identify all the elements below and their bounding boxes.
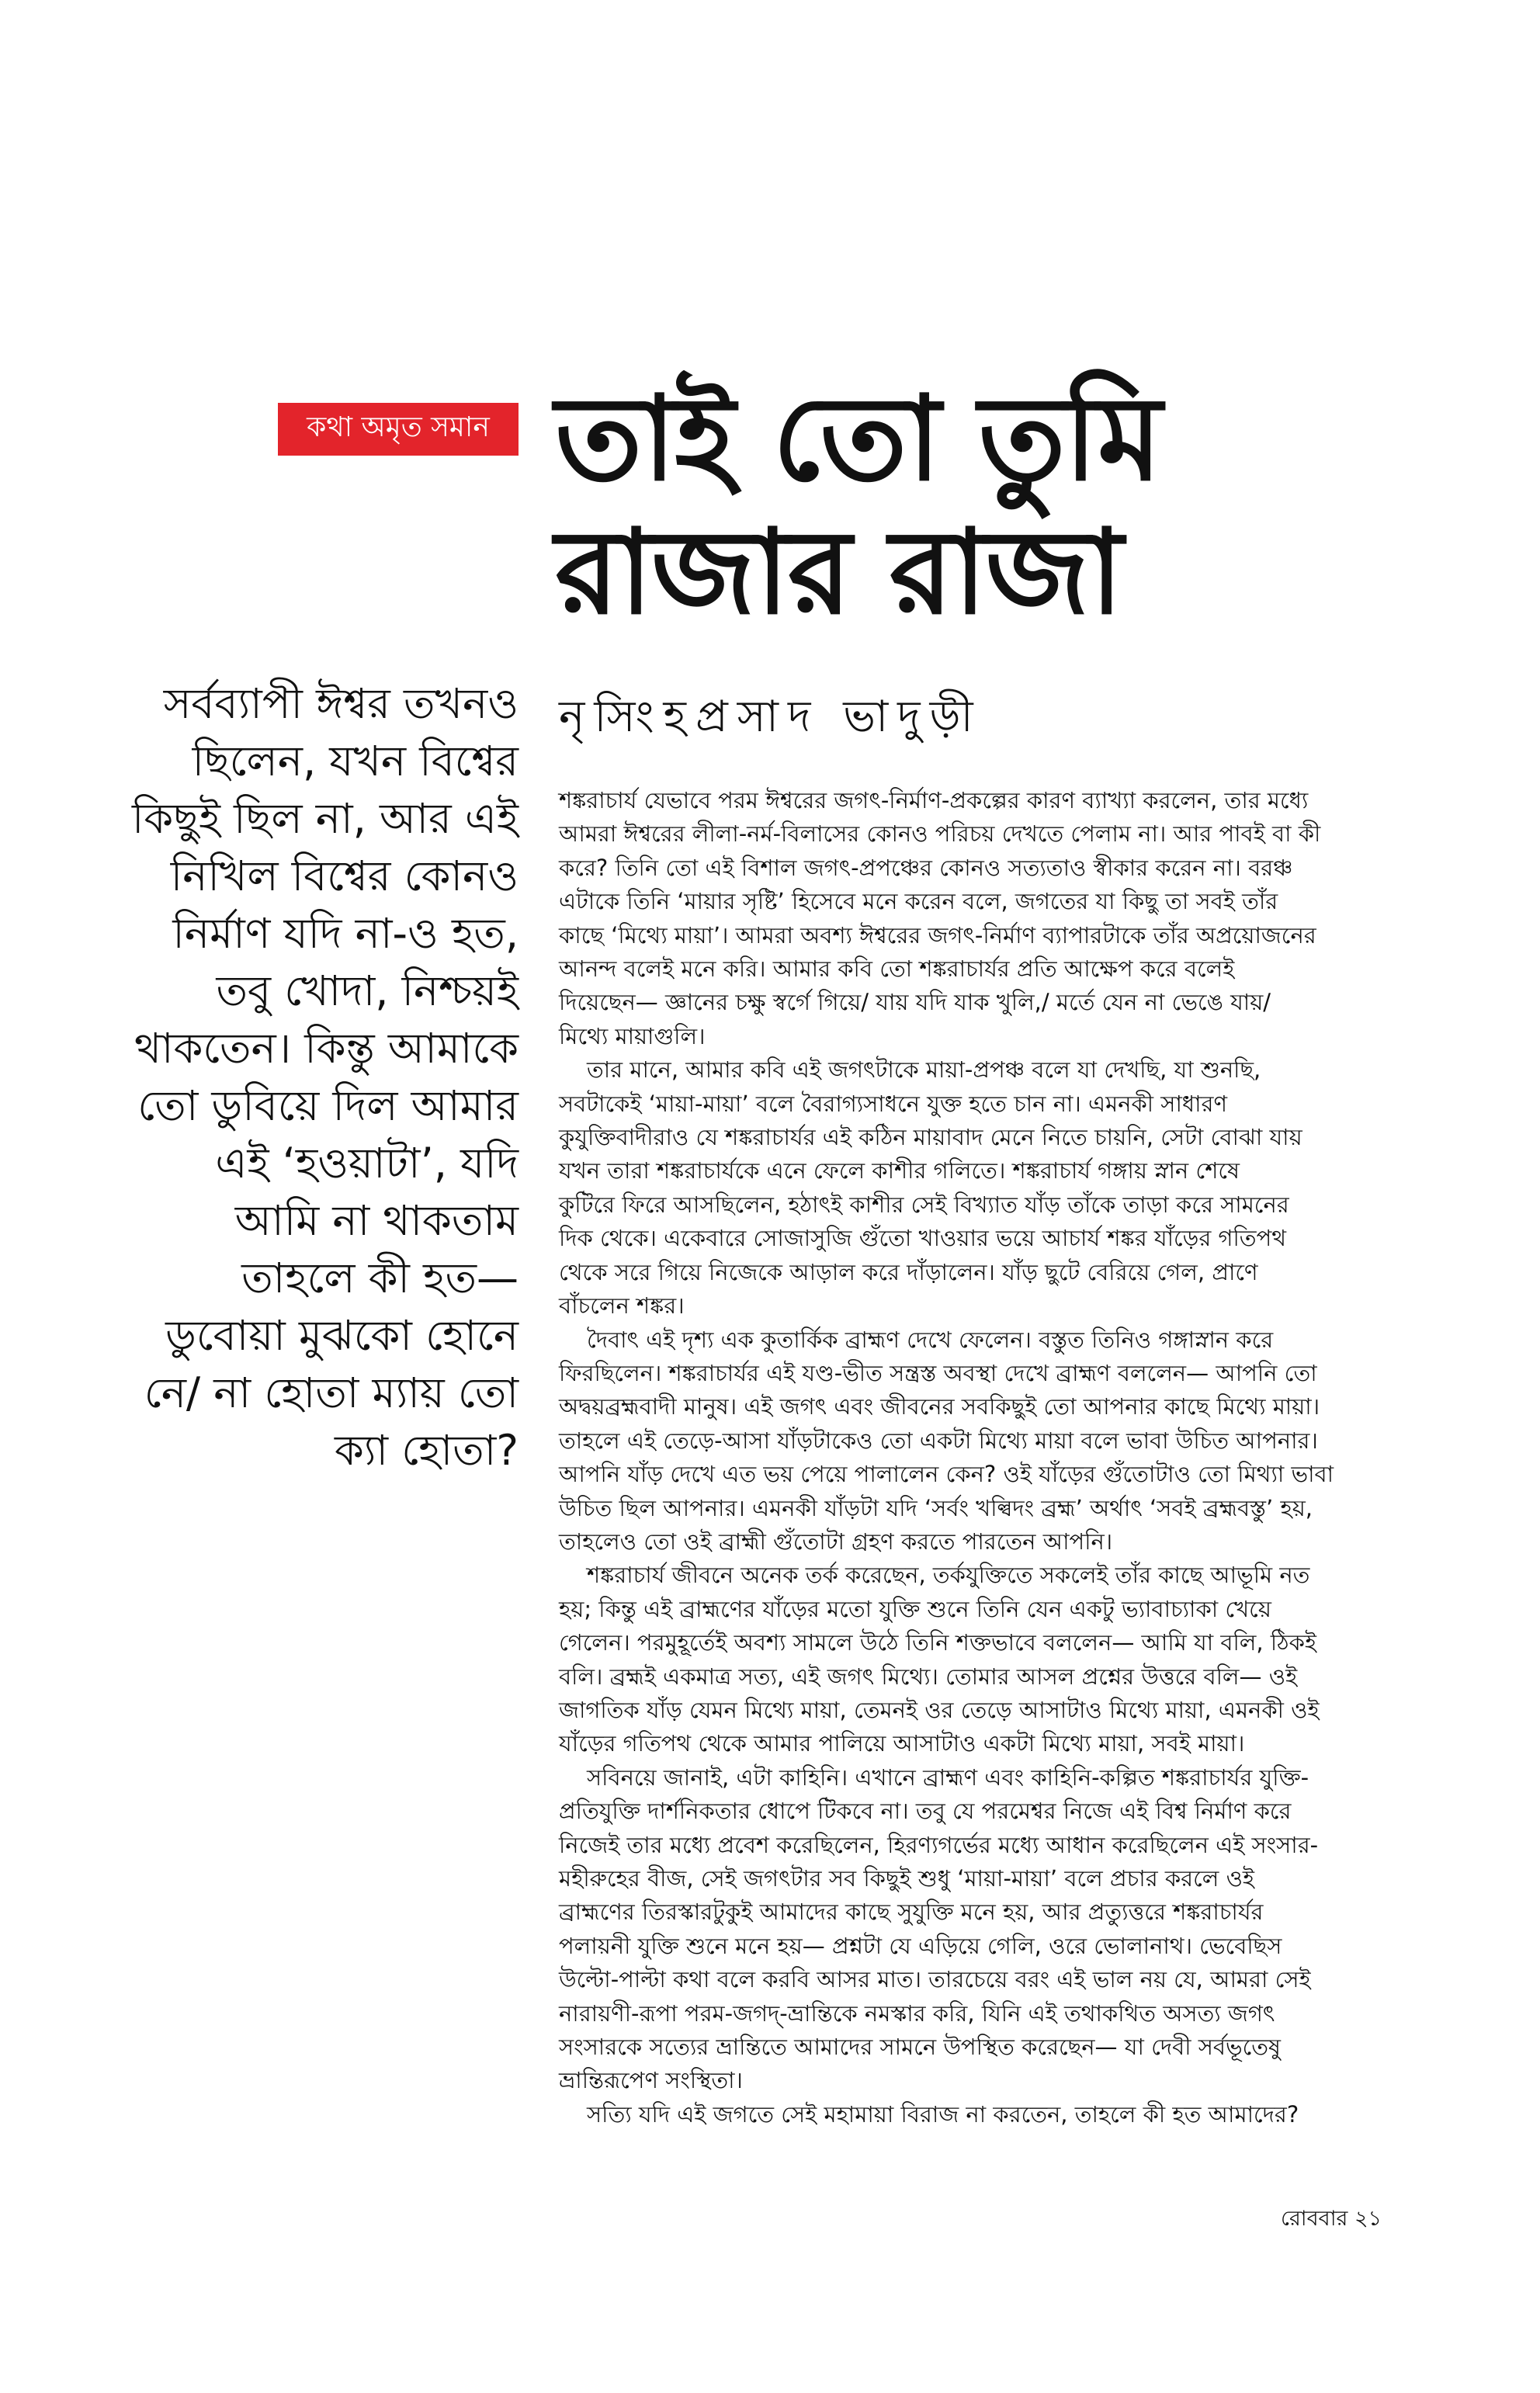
body-line: কুটিরে ফিরে আসছিলেন, হঠাৎই কাশীর সেই বিখ্যাত যাঁড় তাঁকে তাড়া করে সামনের: [559, 1191, 1289, 1218]
body-line: এটাকে তিনি ‘মায়ার সৃষ্টি’ হিসেবে মনে করেন বলে, জগতের যা কিছু তা সবই তাঁর: [559, 888, 1278, 915]
title-line-1: তাই তো তুমি: [555, 372, 1161, 507]
body-line: ভ্রান্তিরূপেণ সংস্থিতা।: [559, 2067, 743, 2094]
body-line: নিজেই তার মধ্যে প্রবেশ করেছিলেন, হিরণ্যগর্ভের মধ্যে আধান করেছিলেন এই সংসার-: [559, 1831, 1319, 1858]
body-line: করে? তিনি তো এই বিশাল জগৎ-প্রপঞ্চের কোনও সত্যতাও স্বীকার করেন না। বরঞ্চ: [559, 854, 1293, 881]
pull-quote-line: থাকতেন। কিন্তু আমাকে: [134, 1024, 519, 1073]
body-line: তাহলে এই তেড়ে-আসা যাঁড়টাকেও তো একটা মিথ্যে মায়া বলে ভাবা উচিত আপনার।: [559, 1427, 1318, 1454]
body-line: শঙ্করাচার্য যেভাবে পরম ঈশ্বরের জগৎ-নির্মাণ-প্রকল্পের কারণ ব্যাখ্যা করলেন, তার মধ্যে: [559, 787, 1309, 813]
pull-quote-line: এই ‘হওয়াটা’, যদি: [215, 1139, 519, 1188]
pull-quote-line: নে/ না হোতা ম্যায় তো: [144, 1368, 519, 1417]
body-line: আনন্দ বলেই মনে করি। আমার কবি তো শঙ্করাচার্যর প্রতি আক্ষেপ করে বলেই: [559, 955, 1235, 983]
pull-quote-line: কিছুই ছিল না, আর এই: [131, 794, 519, 843]
body-line: প্রতিযুক্তি দার্শনিকতার ধোপে টিকবে না। তবু যে পরমেশ্বর নিজে এই বিশ্ব নির্মাণ করে: [559, 1798, 1292, 1825]
body-line: ফিরছিলেন। শঙ্করাচার্যর এই যণ্ড-ভীত সন্ত্রস্ত অবস্থা দেখে ব্রাহ্মণ বললেন— আপনি তো: [559, 1359, 1317, 1386]
pull-quote-line: নির্মাণ যদি না-ও হত,: [172, 909, 519, 958]
body-line: কাছে ‘মিথ্যে মায়া’। আমরা অবশ্য ঈশ্বরের জগৎ-নির্মাণ ব্যাপারটাকে তাঁর অপ্রয়োজনের: [559, 921, 1316, 949]
body-line: বলি। ব্রহ্মই একমাত্র সত্য, এই জগৎ মিথ্যে। তোমার আসল প্রশ্নের উত্তরে বলি— ওই: [559, 1663, 1298, 1690]
paragraph: [559, 1323, 1389, 1559]
paragraph: [559, 784, 1389, 1053]
pull-quote-line: আমি না থাকতাম: [234, 1196, 519, 1245]
article-body: [559, 784, 1389, 2131]
pull-quote-line: ডুবোয়া মুঝকো হোনে: [165, 1311, 519, 1360]
body-line: সবিনয়ে জানাই, এটা কাহিনি। এখানে ব্রাহ্মণ এবং কাহিনি-কল্পিত শঙ্করাচার্যর যুক্তি-: [587, 1764, 1309, 1791]
pull-quote-line: তবু খোদা, নিশ্চয়ই: [216, 966, 519, 1015]
body-line: হয়; কিন্তু এই ব্রাহ্মণের যাঁড়ের মতো যুক্তি শুনে তিনি যেন একটু ভ্যাবাচ্যাকা খেয়ে: [559, 1595, 1271, 1622]
pull-quote-line: ক্যা হোতা?: [334, 1426, 519, 1475]
body-line: সত্যি যদি এই জগতে সেই মহামায়া বিরাজ না করতেন, তাহলে কী হত আমাদের?: [587, 2100, 1299, 2128]
body-line: দিয়েছেন— জ্ঞানের চক্ষু স্বর্গে গিয়ে/ যায় যদি যাক খুলি,/ মর্তে যেন না ভেঙে যায়/: [559, 989, 1271, 1016]
body-line: যখন তারা শঙ্করাচার্যকে এনে ফেলে কাশীর গলিতে। শঙ্করাচার্য গঙ্গায় স্নান শেষে: [559, 1157, 1240, 1184]
body-line: ব্রাহ্মণের তিরস্কারটুকুই আমাদের কাছে সুযুক্তি মনে হয়, আর প্রত্যুত্তরে শঙ্করাচার্যর: [559, 1899, 1264, 1926]
body-line: আমরা ঈশ্বরের লীলা-নর্ম-বিলাসের কোনও পরিচয় দেখতে পেলাম না। আর পাবই বা কী: [559, 820, 1321, 848]
pull-quote-line: নিখিল বিশ্বের কোনও: [170, 851, 519, 900]
body-line: বাঁচলেন শঙ্কর।: [559, 1292, 685, 1320]
pull-quote-line: সর্বব্যাপী ঈশ্বর তখনও: [163, 679, 519, 728]
paragraph: [559, 1053, 1389, 1323]
page-footer: [1281, 2203, 1382, 2238]
body-line: মহীরুহের বীজ, সেই জগৎটার সব কিছুই শুধু ‘মায়া-মায়া’ বলে প্রচার করলে ওই: [559, 1865, 1255, 1892]
body-line: তার মানে, আমার কবি এই জগৎটাকে মায়া-প্রপঞ্চ বলে যা দেখছি, যা শুনছি,: [587, 1056, 1261, 1084]
pull-quote-line: ছিলেন, যখন বিশ্বের: [192, 737, 519, 786]
section-badge: কথা অমৃত সমান: [278, 403, 519, 456]
body-line: জাগতিক যাঁড় যেমন মিথ্যে মায়া, তেমনই ওর তেড়ে আসাটাও মিথ্যে মায়া, এমনকী ওই: [559, 1696, 1320, 1723]
title-line-2: রাজার রাজা: [555, 505, 1122, 640]
paragraph: [559, 1559, 1389, 1760]
body-line: শঙ্করাচার্য জীবনে অনেক তর্ক করেছেন, তর্কযুক্তিতে সকলেই তাঁর কাছে আভূমি নত: [587, 1562, 1310, 1589]
body-line: গেলেন। পরমুহূর্তেই অবশ্য সামলে উঠে তিনি শক্তভাবে বললেন— আমি যা বলি, ঠিকই: [559, 1629, 1316, 1656]
body-line: আপনি যাঁড় দেখে এত ভয় পেয়ে পালালেন কেন? ওই যাঁড়ের গুঁতোটাও তো মিথ্যা ভাবা: [559, 1461, 1334, 1488]
article-title: [555, 373, 1160, 640]
body-line: সবটাকেই ‘মায়া-মায়া’ বলে বৈরাগ্যসাধনে যুক্ত হতে চান না। এমনকী সাধারণ: [559, 1090, 1228, 1117]
body-line: উচিত ছিল আপনার। এমনকী যাঁড়টা যদি ‘সর্বং খল্বিদং ব্রহ্ম’ অর্থাৎ ‘সবই ব্রহ্মবস্তু’ হয়,: [559, 1494, 1313, 1521]
author-byline: নৃসিংহপ্রসাদ ভাদুড়ী: [559, 692, 983, 742]
pull-quote-line: তো ডুবিয়ে দিল আমার: [137, 1081, 519, 1130]
body-line: তাহলেও তো ওই ব্রাহ্মী গুঁতোটা গ্রহণ করতে পারতেন আপনি।: [559, 1528, 1113, 1555]
pull-quote: [53, 675, 519, 1479]
body-line: যাঁড়ের গতিপথ থেকে আমার পালিয়ে আসাটাও একটা মিথ্যে মায়া, সবই মায়া।: [559, 1730, 1245, 1757]
body-line: উল্টো-পাল্টা কথা বলে করবি আসর মাত। তারচেয়ে বরং এই ভাল নয় যে, আমরা সেই: [559, 1966, 1311, 1993]
body-line: মিথ্যে মায়াগুলি।: [559, 1022, 706, 1049]
body-line: থেকে সরে গিয়ে নিজেকে আড়াল করে দাঁড়ালেন। যাঁড় ছুটে বেরিয়ে গেল, প্রাণে: [559, 1258, 1258, 1285]
paragraph: [559, 1761, 1389, 2098]
body-line: পলায়নী যুক্তি শুনে মনে হয়— প্রশ্নটা যে এড়িয়ে গেলি, ওরে ভোলানাথ। ভেবেছিস: [559, 1932, 1282, 1959]
page-number: ২১: [1354, 2207, 1382, 2231]
body-line: অদ্বয়ব্রহ্মবাদী মানুষ। এই জগৎ এবং জীবনের সবকিছুই তো আপনার কাছে মিথ্যে মায়া।: [559, 1393, 1320, 1420]
body-line: দৈবাৎ এই দৃশ্য এক কুতার্কিক ব্রাহ্মণ দেখে ফেলেন। বস্তুত তিনিও গঙ্গাস্নান করে: [587, 1326, 1274, 1353]
pull-quote-line: তাহলে কী হত—: [241, 1254, 519, 1302]
body-line: নারায়ণী-রূপা পরম-জগদ্-ভ্রান্তিকে নমস্কার করি, যিনি এই তথাকথিত অসত্য জগৎ: [559, 1999, 1275, 2027]
body-line: দিক থেকে। একেবারে সোজাসুজি গুঁতো খাওয়ার ভয়ে আচার্য শঙ্কর যাঁড়ের গতিপথ: [559, 1225, 1287, 1252]
magazine-name: রোববার: [1281, 2207, 1348, 2231]
body-line: সংসারকে সত্যের ভ্রান্তিতে আমাদের সামনে উপস্থিত করেছেন— যা দেবী সর্বভূতেষু: [559, 2034, 1282, 2061]
paragraph: [559, 2098, 1389, 2131]
body-line: কুযুক্তিবাদীরাও যে শঙ্করাচার্যর এই কঠিন মায়াবাদ মেনে নিতে চায়নি, সেটা বোঝা যায়: [559, 1124, 1302, 1151]
